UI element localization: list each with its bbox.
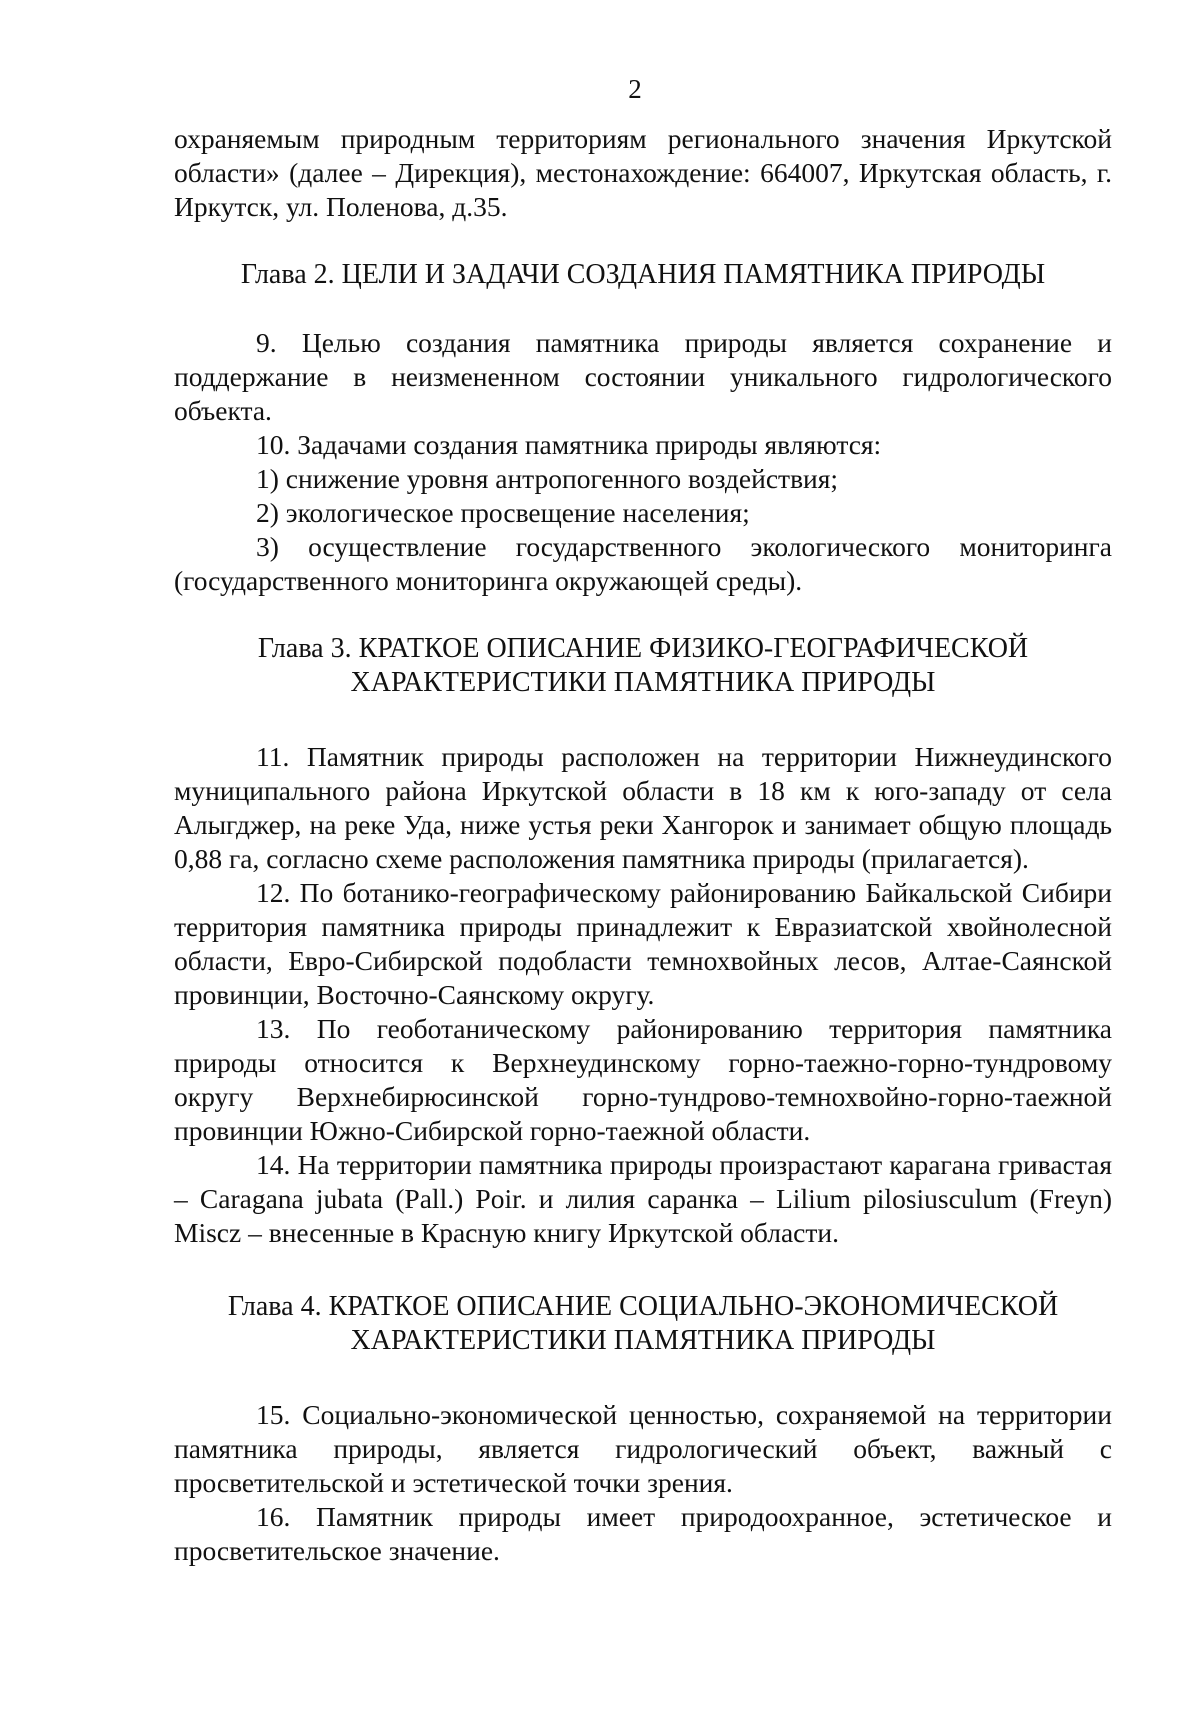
paragraph-13: 13. По геоботаническому районированию территория памятника природы относится к Верхнеудинскому горно-таежно-горно-тундровому округу Верхнебирюсинской горно-тундрово-темнохвойно-горно-таежной провинции Южно-Сибирской горно-таежной области. <box>174 1013 1112 1146</box>
chapter-2-title <box>174 258 1112 292</box>
chapter-4-title-line-1: Глава 4. КРАТКОЕ ОПИСАНИЕ СОЦИАЛЬНО-ЭКОНОМИЧЕСКОЙ <box>227 1291 1059 1322</box>
paragraph-9: 9. Целью создания памятника природы является сохранение и поддержание в неизмененном состоянии уникального гидрологического объекта. <box>174 327 1112 426</box>
chapter-3-title-line-2: ХАРАКТЕРИСТИКИ ПАМЯТНИКА ПРИРОДЫ <box>350 667 936 698</box>
task-item: 3) осуществление государственного экологического мониторинга (государственного мониторинга окружающей среды). <box>174 531 1112 596</box>
paragraph-15: 15. Социально-экономической ценностью, сохраняемой на территории памятника природы, является гидрологический объект, важный с просветительской и эстетической точки зрения. <box>174 1399 1112 1498</box>
paragraph-16: 16. Памятник природы имеет природоохранное, эстетическое и просветительское значение. <box>174 1501 1112 1566</box>
task-item: 1) снижение уровня антропогенного воздействия; <box>256 463 839 494</box>
chapter-2-title-text: Глава 2. ЦЕЛИ И ЗАДАЧИ СОЗДАНИЯ ПАМЯТНИКА ПРИРОДЫ <box>240 259 1046 290</box>
paragraph-11: 11. Памятник природы расположен на территории Нижнеудинского муниципального района Иркутской области в 18 км к юго-западу от села Алыгджер, на реке Уда, ниже устья реки Хангорок и занимает общую площадь 0,88 га, согласно схеме расположения памятника природы (прилагается). <box>174 741 1112 874</box>
intro-paragraph: охраняемым природным территориям регионального значения Иркутской области» (далее – Дирекция), местонахождение: 664007, Иркутская область, г. Иркутск, ул. Поленова, д.35. <box>174 123 1112 222</box>
chapter-4-title-line-2: ХАРАКТЕРИСТИКИ ПАМЯТНИКА ПРИРОДЫ <box>350 1325 936 1356</box>
task-item: 2) экологическое просвещение населения; <box>256 497 750 528</box>
paragraph-10: 10. Задачами создания памятника природы являются: <box>256 429 882 460</box>
chapter-3-title-line-1: Глава 3. КРАТКОЕ ОПИСАНИЕ ФИЗИКО-ГЕОГРАФИЧЕСКОЙ <box>257 633 1029 664</box>
paragraph-14: 14. На территории памятника природы произрастают карагана гривастая – Caragana jubata (Pall.) Poir. и лилия саранка – Lilium pilosiusculum (Freyn) Miscz – внесенные в Красную книгу Иркутской области. <box>174 1149 1112 1248</box>
chapter-4-title <box>174 1290 1112 1358</box>
document-body <box>174 122 1112 1568</box>
chapter-3-title <box>174 632 1112 700</box>
paragraph-12: 12. По ботанико-географическому районированию Байкальской Сибири территория памятника природы принадлежит к Евразиатской хвойнолесной области, Евро-Сибирской подобласти темнохвойных лесов, Алтае-Саянской провинции, Восточно-Саянскому округу. <box>174 877 1112 1010</box>
page-number: 2 <box>628 74 642 104</box>
